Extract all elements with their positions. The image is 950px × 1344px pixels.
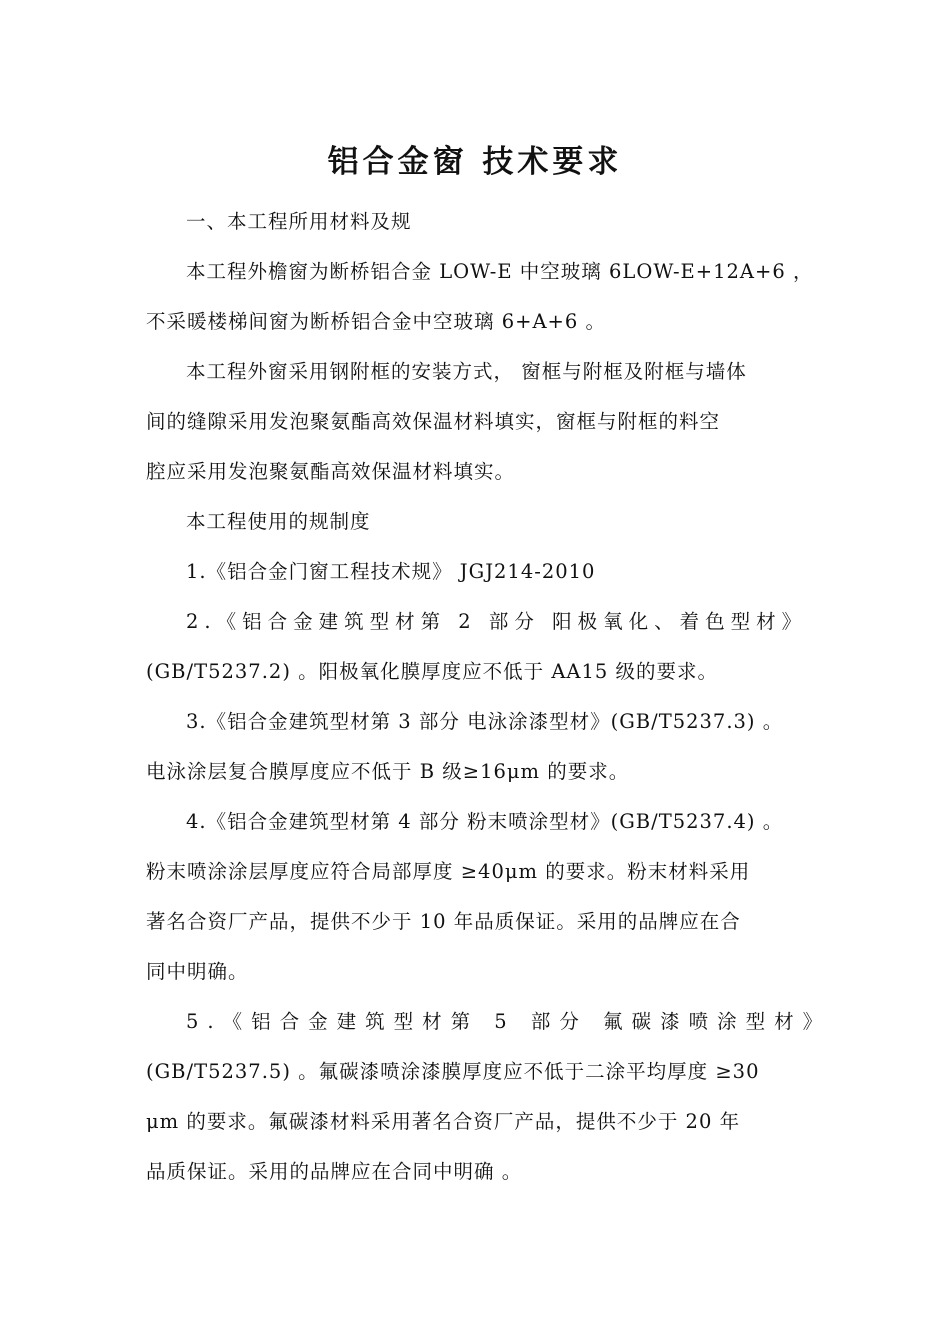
list-item-continuation: μm 的要求。氟碳漆材料采用著名合资厂产品，提供不少于 20 年 bbox=[146, 1110, 741, 1133]
section-heading: 一、本工程所用材料及规 bbox=[186, 210, 412, 233]
paragraph-line: 不采暖楼梯间窗为断桥铝合金中空玻璃 6+A+6 。 bbox=[146, 310, 606, 333]
list-item: 2.《铝合金建筑型材第 2 部分 阳极氧化、着色型材》 bbox=[186, 610, 808, 633]
paragraph-line: 本工程使用的规制度 bbox=[186, 510, 371, 533]
paragraph-line: 本工程外檐窗为断桥铝合金 LOW-E 中空玻璃 6LOW-E+12A+6 ， bbox=[186, 260, 814, 283]
list-item-continuation: 电泳涂层复合膜厚度应不低于 B 级≥16μm 的要求。 bbox=[146, 760, 630, 783]
list-item-continuation: 品质保证。采用的品牌应在合同中明确 。 bbox=[146, 1160, 523, 1183]
list-item: 4.《铝合金建筑型材第 4 部分 粉末喷涂型材》(GB/T5237.4) 。 bbox=[186, 810, 784, 833]
paragraph-line: 本工程外窗采用钢附框的安装方式， 窗框与附框及附框与墙体 bbox=[186, 360, 747, 383]
list-item-continuation: 同中明确。 bbox=[146, 960, 249, 983]
list-item: 1.《铝合金门窗工程技术规》 JGJ214-2010 bbox=[186, 560, 596, 583]
list-item-continuation: 粉末喷涂涂层厚度应符合局部厚度 ≥40μm 的要求。粉末材料采用 bbox=[146, 860, 751, 883]
list-item: 3.《铝合金建筑型材第 3 部分 电泳涂漆型材》(GB/T5237.3) 。 bbox=[186, 710, 784, 733]
list-item-continuation: (GB/T5237.2) 。阳极氧化膜厚度应不低于 AA15 级的要求。 bbox=[146, 660, 719, 683]
list-item-continuation: (GB/T5237.5) 。氟碳漆喷涂漆膜厚度应不低于二涂平均厚度 ≥30 bbox=[146, 1060, 760, 1083]
list-item: 5.《铝合金建筑型材第 5 部分 氟碳漆喷涂型材》 bbox=[186, 1010, 832, 1033]
document-title: 铝合金窗 技术要求 bbox=[327, 144, 623, 180]
paragraph-line: 间的缝隙采用发泡聚氨酯高效保温材料填实，窗框与附框的料空 bbox=[146, 410, 721, 433]
paragraph-line: 腔应采用发泡聚氨酯高效保温材料填实。 bbox=[146, 460, 516, 483]
list-item-continuation: 著名合资厂产品，提供不少于 10 年品质保证。采用的品牌应在合 bbox=[146, 910, 741, 933]
